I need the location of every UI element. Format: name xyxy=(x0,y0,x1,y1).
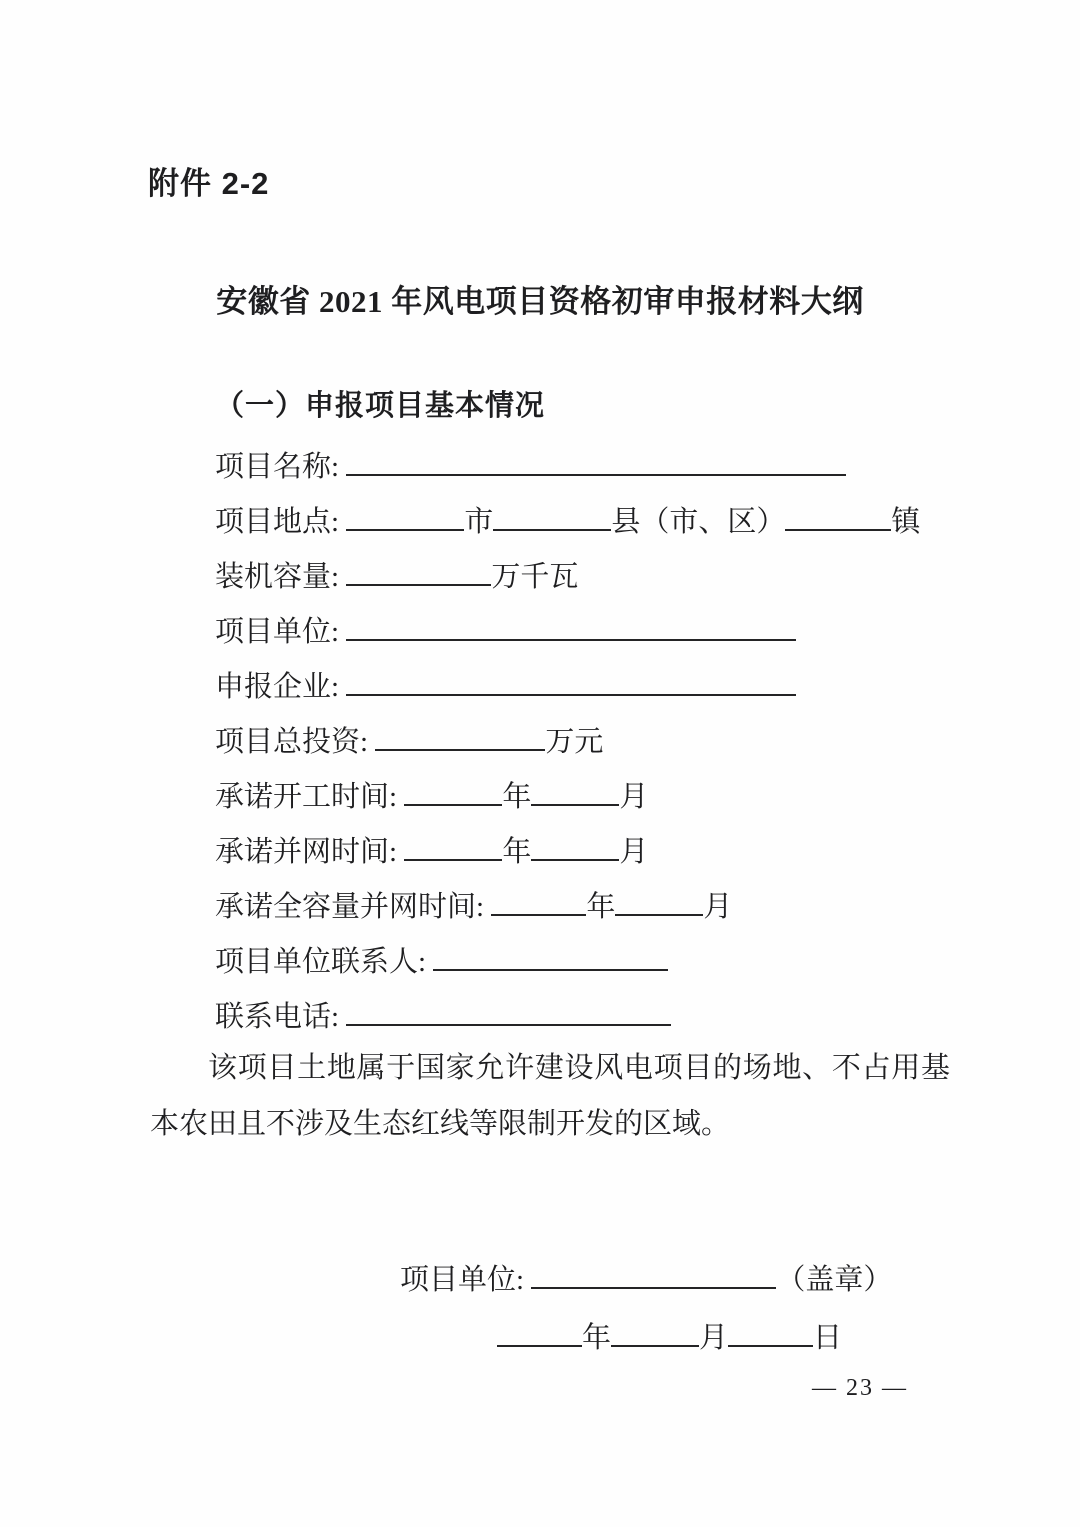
field-text: 年 xyxy=(502,836,532,868)
blank-line xyxy=(728,1345,813,1347)
form-field-committed-grid-connection-time xyxy=(215,825,920,880)
form-field-installed-capacity xyxy=(215,550,920,605)
field-text: 承诺全容量并网时间: xyxy=(215,891,492,923)
field-text: 年 xyxy=(586,891,616,923)
blank-line xyxy=(375,749,545,751)
form-field-committed-full-capacity-grid-time xyxy=(215,880,920,935)
page-number: — 23 — xyxy=(812,1375,908,1401)
field-text: 年 xyxy=(582,1322,612,1354)
field-text: 项目地点: xyxy=(215,506,347,538)
field-text: 县（市、区） xyxy=(611,506,786,538)
blank-line xyxy=(346,694,796,696)
form-field-project-location xyxy=(215,495,920,550)
blank-line xyxy=(493,529,611,531)
field-text: 联系电话: xyxy=(215,1001,347,1033)
blank-line xyxy=(531,1287,776,1289)
form-field-total-investment xyxy=(215,715,920,770)
form-field-contact-phone xyxy=(215,990,920,1045)
blank-line xyxy=(404,859,502,861)
form-field-project-unit xyxy=(215,605,920,660)
blank-line xyxy=(346,529,464,531)
field-text: 月 xyxy=(619,836,649,868)
form-field-project-unit-contact-person xyxy=(215,935,920,990)
blank-line xyxy=(346,474,846,476)
field-text: 镇 xyxy=(891,506,921,538)
field-text: 装机容量: xyxy=(215,561,347,593)
blank-line xyxy=(346,584,491,586)
blank-line xyxy=(531,859,619,861)
blank-line xyxy=(491,914,586,916)
form-field-declaring-enterprise xyxy=(215,660,920,715)
field-text: 万元 xyxy=(545,726,604,758)
field-text: 月 xyxy=(703,891,733,923)
form-field-committed-start-time xyxy=(215,770,920,825)
section-heading: （一）申报项目基本情况 xyxy=(215,390,546,422)
field-text: 申报企业: xyxy=(215,671,347,703)
field-text: 项目单位联系人: xyxy=(215,946,434,978)
signature-date-row xyxy=(497,1316,842,1360)
field-text: 万千瓦 xyxy=(491,561,579,593)
blank-line xyxy=(346,639,796,641)
field-text: 月 xyxy=(619,781,649,813)
field-text: 项目单位: xyxy=(215,616,347,648)
field-text: 承诺并网时间: xyxy=(215,836,405,868)
field-text: 项目总投资: xyxy=(215,726,376,758)
field-text: 日 xyxy=(813,1322,843,1354)
field-text: 项目单位: xyxy=(400,1264,532,1296)
signature-unit-row xyxy=(400,1258,892,1302)
form-field-project-name xyxy=(215,440,920,495)
attachment-label: 附件 2-2 xyxy=(148,166,270,201)
blank-line xyxy=(346,1024,671,1026)
blank-line xyxy=(785,529,891,531)
blank-line xyxy=(611,1345,699,1347)
blank-line xyxy=(497,1345,582,1347)
blank-line xyxy=(433,969,668,971)
form-fields xyxy=(215,440,920,1045)
field-text: 市 xyxy=(464,506,494,538)
blank-line xyxy=(615,914,703,916)
blank-line xyxy=(531,804,619,806)
field-text: 年 xyxy=(502,781,532,813)
declaration-paragraph: 该项目土地属于国家允许建设风电项目的场地、不占用基本农田且不涉及生态红线等限制开发的区域。 xyxy=(150,1052,950,1140)
field-text: （盖章） xyxy=(776,1264,893,1296)
field-text: 项目名称: xyxy=(215,451,347,483)
document-title: 安徽省 2021 年风电项目资格初审申报材料大纲 xyxy=(216,284,864,319)
blank-line xyxy=(404,804,502,806)
field-text: 月 xyxy=(699,1322,729,1354)
field-text: 承诺开工时间: xyxy=(215,781,405,813)
